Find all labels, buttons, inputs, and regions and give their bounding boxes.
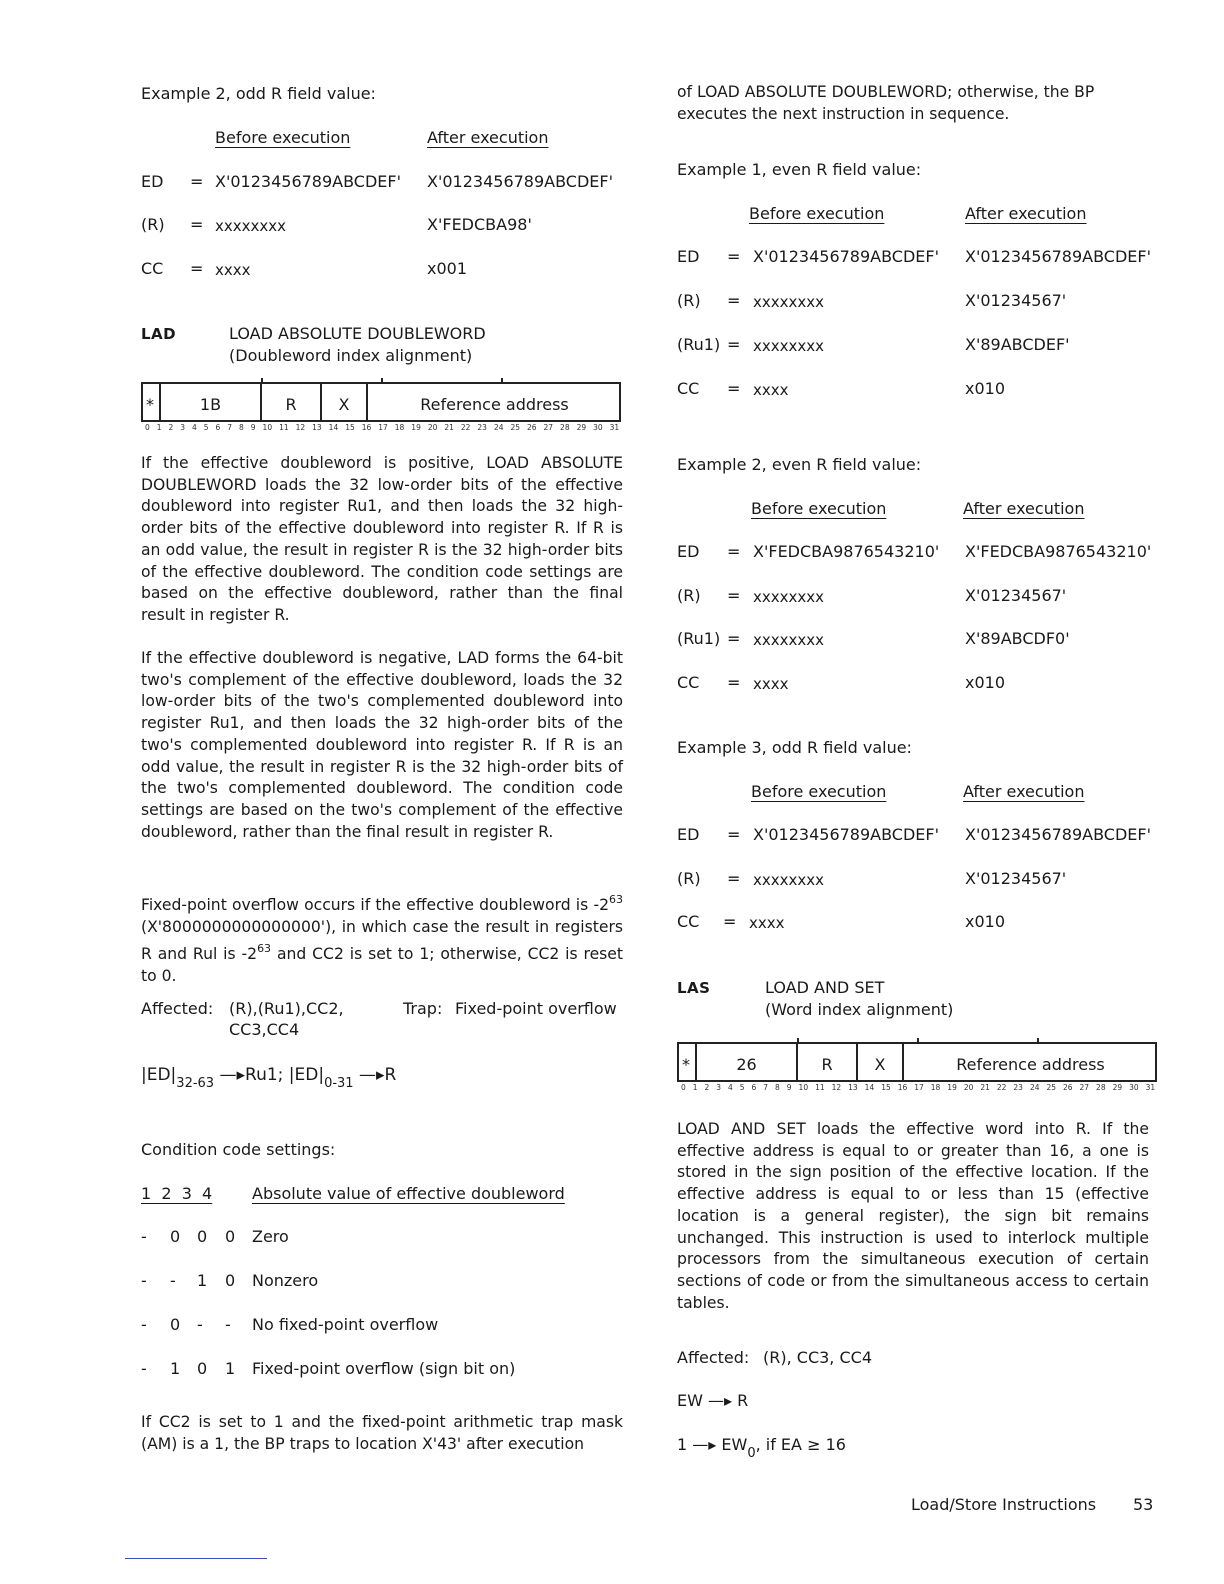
trap-value: Fixed-point overflow xyxy=(455,999,617,1018)
las-formula-1: EW —▸ R xyxy=(677,1391,749,1410)
footer-section-title: Load/Store Instructions xyxy=(911,1495,1097,1514)
affected-label: Affected: xyxy=(141,999,214,1018)
las-alignment: (Word index alignment) xyxy=(765,1000,954,1019)
lad-instruction-format xyxy=(141,382,621,432)
las-affected-label: Affected: xyxy=(677,1348,750,1367)
reference-address-field: Reference address xyxy=(956,1055,1105,1074)
lad-mnemonic: LAD xyxy=(141,325,177,343)
r-field: R xyxy=(262,382,322,422)
indirect-field: * xyxy=(677,1042,697,1082)
reference-address-field: Reference address xyxy=(420,395,569,414)
example-3-title: Example 3, odd R field value: xyxy=(677,738,912,757)
las-affected-values: (R), CC3, CC4 xyxy=(763,1348,872,1367)
lad-name: LOAD ABSOLUTE DOUBLEWORD xyxy=(229,324,486,343)
las-paragraph: LOAD AND SET loads the effective word into R. If the effective address is equal to or greater than 16, a one is stored in the sign position of the effective location. If the effective address is equal to or less than 15 (effective location is a general register), the sign bit remains unchanged. This instruction is used to interlock multiple processors from the simultaneous execution of certain sections of code or from the simultaneous access to certain tables. xyxy=(677,1120,1149,1312)
las-formula-2: 1 —▸ $EW_0$, if EA ≥ 16 xyxy=(677,1435,846,1461)
trap-paragraph: If CC2 is set to 1 and the fixed-point arithmetic trap mask (AM) is a 1, the BP traps to location X'43' after execution xyxy=(141,1413,623,1453)
cc-header-description: Absolute value of effective doubleword xyxy=(252,1184,565,1203)
after-execution-header: After execution xyxy=(427,128,549,147)
indirect-field: * xyxy=(141,382,161,422)
lad-operation-formula: $|ED|_{32-63}$ —▸Ru1; $|ED|_{0-31}$ —▸R xyxy=(141,1065,397,1091)
condition-code-title: Condition code settings: xyxy=(141,1140,336,1159)
page-number: 53 xyxy=(1133,1495,1154,1514)
bit-numbers: 0 1 2 3 4 5 6 7 8 9 10 11 12 13 14 15 16 17 18 19 20 21 22 23 24 25 26 27 28 29 30 31 xyxy=(145,423,620,432)
las-mnemonic: LAS xyxy=(677,979,711,997)
affected-values-1: (R),(Ru1),CC2, xyxy=(229,999,344,1018)
before-execution-header: Before execution xyxy=(215,128,351,147)
r-field: R xyxy=(798,1042,858,1082)
lad-paragraph-2: If the effective doubleword is negative, LAD forms the 64-bit two's complement of the effective doubleword, loads the 32 low-order bits of the two's complemented doubleword into register Ru1, and then loads the 32 high-order bits of the two's complemented doubleword into register R. If R is an odd value, the result in register R is the 32 high-order bits of the two's complemented doubleword. The condition code settings are based on the two's complement of the effective doubleword, rather than the final result in register R. xyxy=(141,649,623,841)
trap-label: Trap: xyxy=(403,999,443,1018)
continuation-paragraph: of LOAD ABSOLUTE DOUBLEWORD; otherwise, the BP executes the next instruction in sequence. xyxy=(677,83,1095,123)
opcode-field: 1B xyxy=(161,382,262,422)
cc-header-bits: 1 2 3 4 xyxy=(141,1184,213,1203)
lad-paragraph-1: If the effective doubleword is positive, LOAD ABSOLUTE DOUBLEWORD loads the 32 low-order bits of the effective doubleword into register Ru1, and then loads the 32 high-order bits of the effective doubleword into register R. If R is an odd value, the result in register R is the 32 high-order bits of the effective doubleword. The condition code settings are based on the effective doubleword, rather than the final result in register R. xyxy=(141,454,623,624)
las-name: LOAD AND SET xyxy=(765,978,885,997)
affected-values-2: CC3,CC4 xyxy=(229,1020,300,1039)
example-2-title: Example 2, odd R field value: xyxy=(141,84,376,103)
x-field: X xyxy=(858,1042,904,1082)
opcode-field: 26 xyxy=(697,1042,798,1082)
x-field: X xyxy=(322,382,368,422)
lad-paragraph-3: Fixed-point overflow occurs if the effective doubleword is $-2^{63}$ (X'8000000000000000'), in which case the result in registers R and Rul is $-2^{63}$ and CC2 is set to 1; otherwise, CC2 is reset to 0. xyxy=(141,893,623,986)
example-1-title: Example 1, even R field value: xyxy=(677,160,922,179)
example-2-even-title: Example 2, even R field value: xyxy=(677,455,922,474)
lad-alignment: (Doubleword index alignment) xyxy=(229,346,473,365)
las-instruction-format xyxy=(677,1042,1157,1092)
footer-link-rule xyxy=(125,1558,267,1559)
bit-numbers: 0 1 2 3 4 5 6 7 8 9 10 11 12 13 14 15 16 17 18 19 20 21 22 23 24 25 26 27 28 29 30 31 xyxy=(681,1083,1156,1092)
